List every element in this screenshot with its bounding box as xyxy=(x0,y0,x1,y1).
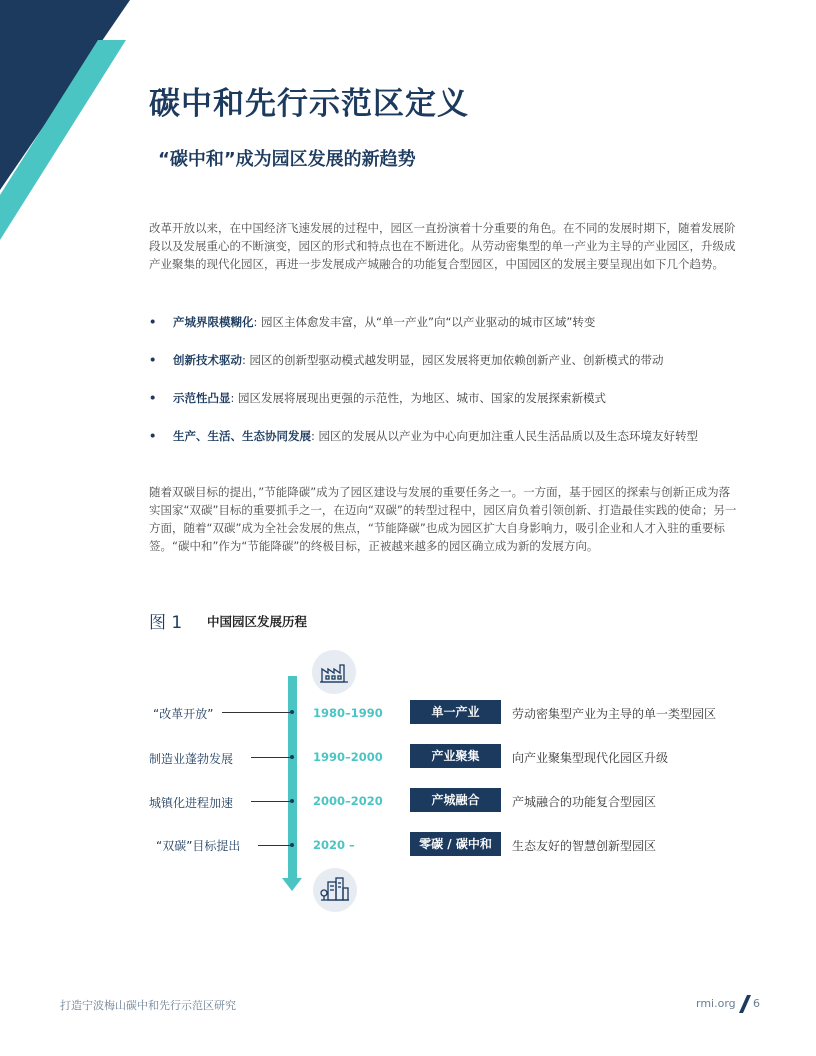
page-subtitle: “碳中和”成为园区发展的新趋势 xyxy=(158,149,416,170)
timeline-year: 2000–2020 xyxy=(313,794,383,808)
page-title: 碳中和先行示范区定义 xyxy=(149,86,469,122)
bullet-icon: • xyxy=(149,429,157,443)
timeline-tag: 零碳 / 碳中和 xyxy=(410,832,501,856)
bullet-text: : 园区的创新型驱动模式越发明显，园区发展将更加依赖创新产业、创新模式的带动 xyxy=(242,353,664,367)
list-item xyxy=(149,426,749,464)
list-item xyxy=(149,388,749,426)
timeline-dot xyxy=(290,799,294,803)
bullet-bold: 生产、生活、生态协同发展 xyxy=(173,429,311,443)
timeline-year: 1990–2000 xyxy=(313,750,383,764)
timeline-event-label: “改革开放” xyxy=(153,707,214,721)
footer-report-title: 打造宁波梅山碳中和先行示范区研究 xyxy=(60,999,236,1012)
figure-label: 图 1 xyxy=(149,613,183,633)
timeline-bar xyxy=(288,676,297,880)
timeline-description: 向产业聚集型现代化园区升级 xyxy=(512,751,669,765)
corner-decoration xyxy=(0,0,140,250)
list-item xyxy=(149,350,749,388)
bullet-icon: • xyxy=(149,391,157,405)
timeline-description: 产城融合的功能复合型园区 xyxy=(512,795,657,809)
timeline-connector xyxy=(258,845,290,846)
trend-list xyxy=(149,312,749,464)
bullet-bold: 示范性凸显 xyxy=(173,391,231,405)
bullet-text: : 园区发展将展现出更强的示范性，为地区、城市、国家的发展探索新模式 xyxy=(230,391,607,405)
timeline-tag: 单一产业 xyxy=(410,700,501,724)
bullet-text: : 园区主体愈发丰富，从“单一产业”向“以产业驱动的城市区域”转变 xyxy=(253,315,596,329)
timeline-arrow-icon xyxy=(282,878,302,891)
page-number: 6 xyxy=(753,997,760,1010)
timeline-connector xyxy=(251,757,290,758)
slash-icon xyxy=(739,995,751,1013)
bullet-bold: 创新技术驱动 xyxy=(173,353,242,367)
timeline-tag: 产业聚集 xyxy=(410,744,501,768)
timeline-dot xyxy=(290,710,294,714)
bullet-icon: • xyxy=(149,353,157,367)
figure-title: 中国园区发展历程 xyxy=(207,614,308,629)
timeline-event-label: 制造业蓬勃发展 xyxy=(149,752,234,766)
body-paragraph: 随着双碳目标的提出，”节能降碳”成为了园区建设与发展的重要任务之一。一方面，基于园区的探索与创新正成为落实国家“双碳”目标的重要抓手之一，在迈向“双碳”的转型过程中，园区肩负着引领创新、打造最佳实践的使命；另一方面，随着“双碳”成为全社会发展的焦点，“节能降碳”也成为园区扩大自身影响力，吸引企业和人才入驻的重要标签。“碳中和”作为“节能降碳”的终极目标，正被越来越多的园区确立成为新的发展方向。 xyxy=(149,485,737,553)
bullet-icon: • xyxy=(149,315,157,329)
timeline-connector xyxy=(251,801,290,802)
factory-icon xyxy=(312,650,356,694)
timeline-dot xyxy=(290,843,294,847)
list-item xyxy=(149,312,749,350)
timeline-event-label: “双碳”目标提出 xyxy=(156,839,241,853)
bullet-bold: 产城界限模糊化 xyxy=(173,315,254,329)
city-buildings-icon xyxy=(313,868,357,912)
timeline-year: 2020 – xyxy=(313,838,355,852)
timeline-connector xyxy=(222,712,290,713)
bullet-text: : 园区的发展从以产业为中心向更加注重人民生活品质以及生态环境友好转型 xyxy=(311,429,699,443)
timeline-description: 生态友好的智慧创新型园区 xyxy=(512,839,657,853)
timeline-description: 劳动密集型产业为主导的单一类型园区 xyxy=(512,707,717,721)
footer-site-link[interactable]: rmi.org xyxy=(696,997,736,1010)
timeline-event-label: 城镇化进程加速 xyxy=(149,796,234,810)
timeline-year: 1980–1990 xyxy=(313,706,383,720)
timeline-dot xyxy=(290,755,294,759)
timeline-tag: 产城融合 xyxy=(410,788,501,812)
intro-paragraph: 改革开放以来，在中国经济飞速发展的过程中，园区一直扮演着十分重要的角色。在不同的发展时期下，随着发展阶段以及发展重心的不断演变，园区的形式和特点也在不断进化。从劳动密集型的单一产业为主导的产业园区，升级成产业聚集的现代化园区，再进一步发展成产城融合的功能复合型园区，中国园区的发展主要呈现出如下几个趋势。 xyxy=(149,221,736,271)
